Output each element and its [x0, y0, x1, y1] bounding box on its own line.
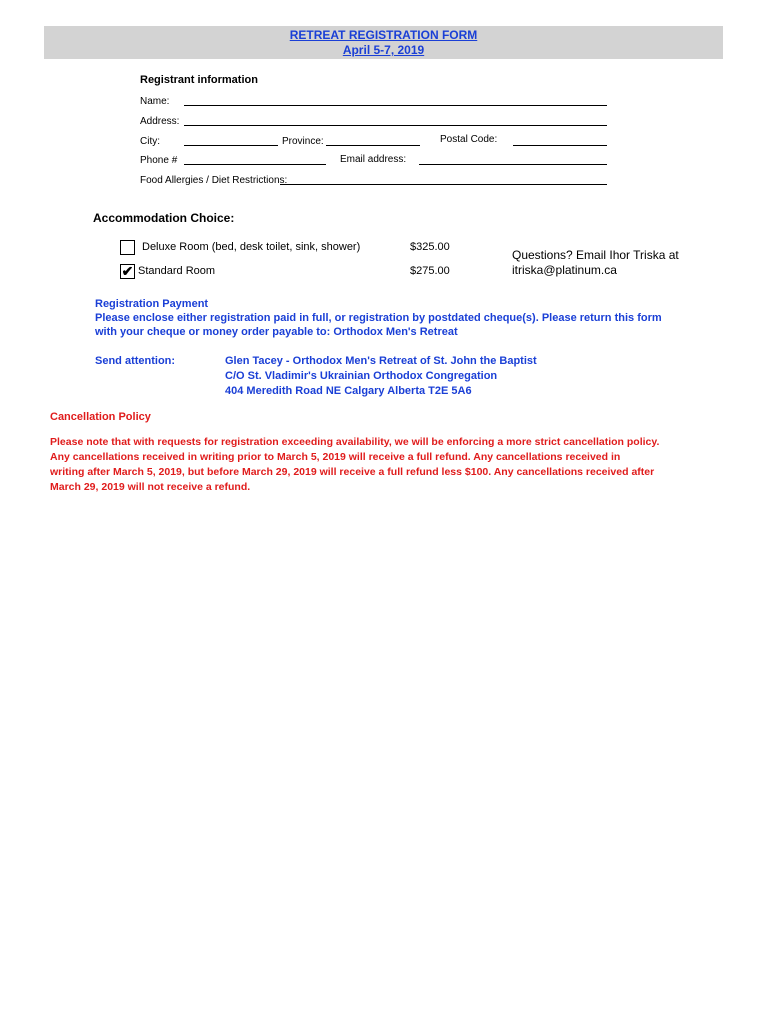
province-label: Province: — [282, 136, 324, 147]
name-label: Name: — [140, 96, 170, 107]
city-field[interactable] — [184, 145, 278, 146]
standard-room-price: $275.00 — [410, 265, 450, 277]
mailing-address-line-1: Glen Tacey - Orthodox Men's Retreat of St. John the Baptist — [225, 355, 537, 367]
phone-field[interactable] — [184, 164, 326, 165]
payment-instructions-1: Please enclose either registration paid in full, or registration by postdated cheque(s). Please return this form — [95, 312, 662, 324]
cancellation-line-4: March 29, 2019 will not receive a refund. — [50, 481, 251, 493]
check-mark-icon: ✔ — [121, 263, 134, 279]
phone-label: Phone # — [140, 155, 178, 166]
questions-line-1: Questions? Email Ihor Triska at — [512, 248, 679, 262]
address-field[interactable] — [184, 125, 607, 126]
deluxe-room-checkbox[interactable] — [120, 240, 135, 255]
deluxe-room-label: Deluxe Room (bed, desk toilet, sink, shower) — [142, 241, 361, 253]
mailing-address-line-2: C/O St. Vladimir's Ukrainian Orthodox Congregation — [225, 370, 498, 382]
deluxe-room-price: $325.00 — [410, 241, 450, 253]
form-header — [44, 26, 723, 59]
allergies-label: Food Allergies / Diet Restrictions: — [140, 175, 288, 186]
standard-room-checkbox[interactable] — [120, 264, 135, 279]
cancellation-line-1: Please note that with requests for registration exceeding availability, we will be enforcing a more strict cancellation policy. — [50, 436, 660, 448]
cancellation-heading: Cancellation Policy — [50, 411, 151, 423]
payment-instructions-2: with your cheque or money order payable to: Orthodox Men's Retreat — [95, 326, 458, 338]
standard-room-label: Standard Room — [138, 265, 216, 277]
form-title: RETREAT REGISTRATION FORM — [289, 28, 478, 42]
postal-code-label: Postal Code: — [440, 134, 498, 145]
send-attention-label: Send attention: — [95, 355, 176, 367]
email-label: Email address: — [340, 154, 407, 165]
registrant-heading: Registrant information — [140, 74, 258, 86]
mailing-address-line-3: 404 Meredith Road NE Calgary Alberta T2E 5A6 — [225, 385, 472, 397]
address-label: Address: — [140, 116, 180, 127]
accommodation-heading: Accommodation Choice: — [93, 211, 235, 225]
city-label: City: — [140, 136, 160, 147]
allergies-field[interactable] — [280, 184, 607, 185]
cancellation-line-2: Any cancellations received in writing prior to March 5, 2019 will receive a full refund. Any cancellations received in — [50, 451, 621, 463]
province-field[interactable] — [326, 145, 420, 146]
form-dates: April 5-7, 2019 — [342, 43, 425, 57]
payment-heading: Registration Payment — [95, 298, 209, 310]
postal-code-field[interactable] — [513, 145, 607, 146]
name-field[interactable] — [184, 105, 607, 106]
email-field[interactable] — [419, 164, 607, 165]
cancellation-line-3: writing after March 5, 2019, but before March 29, 2019 will receive a full refund less $100. Any cancellations received after — [50, 466, 655, 478]
questions-email: itriska@platinum.ca — [512, 263, 617, 277]
